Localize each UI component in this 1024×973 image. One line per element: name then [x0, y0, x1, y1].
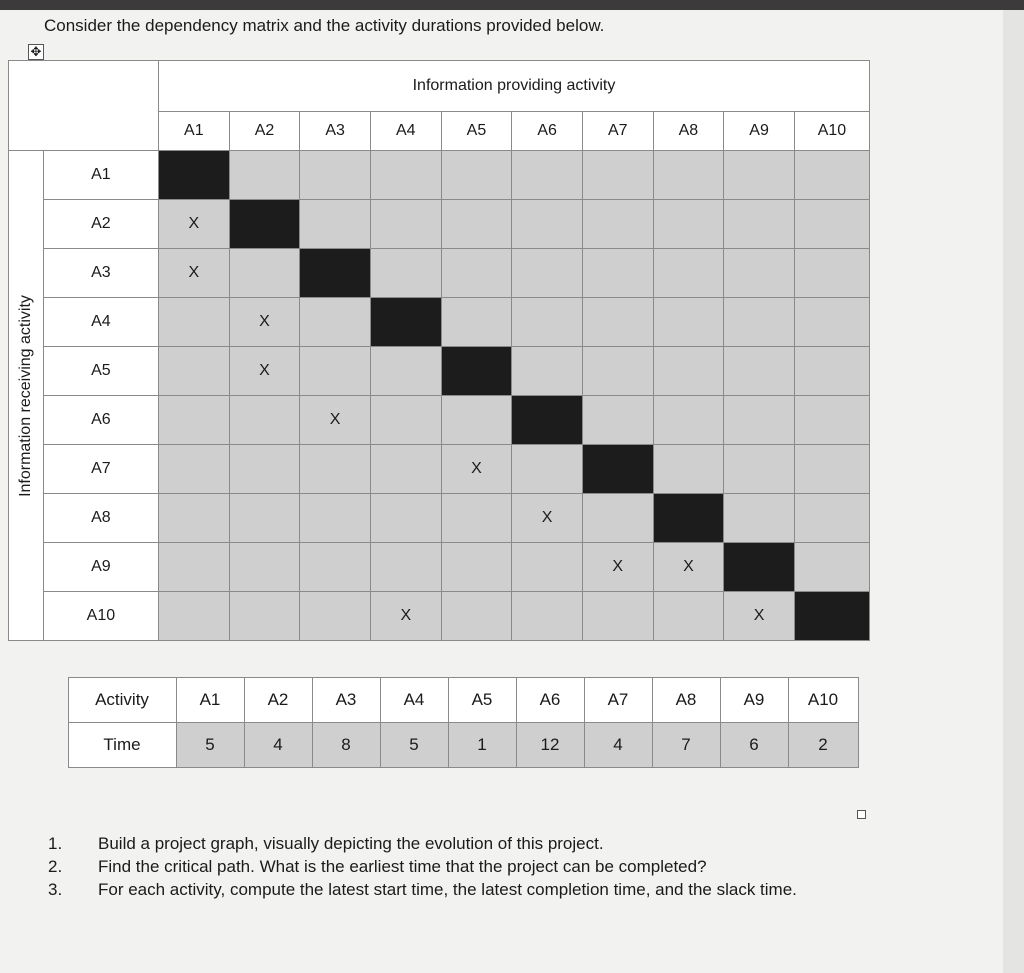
diagonal-cell: [441, 347, 512, 396]
matrix-cell: [229, 151, 300, 200]
matrix-cell: [512, 200, 583, 249]
row-header: A1: [43, 151, 158, 200]
question-item: [36, 878, 976, 901]
intro-text: Consider the dependency matrix and the activity durations provided below.: [44, 16, 605, 35]
matrix-cell: [724, 494, 795, 543]
matrix-cell: [582, 298, 653, 347]
matrix-cell: [300, 151, 371, 200]
activity-durations-table: [0, 677, 859, 768]
activity-cell: A4: [380, 678, 448, 723]
matrix-cell: [794, 445, 869, 494]
matrix-cell: [159, 592, 230, 641]
matrix-cell: [300, 347, 371, 396]
column-header: A8: [653, 112, 724, 151]
receiving-activity-label: [9, 151, 44, 641]
matrix-cell: [441, 151, 512, 200]
matrix-cell: [512, 298, 583, 347]
matrix-cell: [370, 445, 441, 494]
matrix-row: [9, 592, 870, 641]
matrix-cell: [229, 494, 300, 543]
matrix-cell: [441, 494, 512, 543]
dependency-mark: X: [653, 543, 724, 592]
matrix-cell: [512, 249, 583, 298]
matrix-cell: [370, 151, 441, 200]
matrix-cell: [512, 445, 583, 494]
matrix-cell: [724, 200, 795, 249]
matrix-cell: [653, 396, 724, 445]
matrix-cell: [653, 151, 724, 200]
matrix-cell: [159, 298, 230, 347]
diagonal-cell: [794, 592, 869, 641]
matrix-cell: [300, 445, 371, 494]
matrix-cell: [159, 396, 230, 445]
matrix-cell: [582, 494, 653, 543]
matrix-cell: [229, 396, 300, 445]
matrix-cell: [582, 347, 653, 396]
matrix-cell: [582, 200, 653, 249]
matrix-cell: [512, 592, 583, 641]
column-header: A1: [159, 112, 230, 151]
diagonal-cell: [229, 200, 300, 249]
matrix-cell: [300, 298, 371, 347]
column-header: A2: [229, 112, 300, 151]
activity-cell: A9: [720, 678, 788, 723]
matrix-cell: [300, 543, 371, 592]
row-header: A8: [43, 494, 158, 543]
activity-label: Activity: [68, 678, 176, 723]
dependency-mark: X: [724, 592, 795, 641]
matrix-cell: [724, 249, 795, 298]
matrix-row: [9, 396, 870, 445]
table-resize-handle[interactable]: [857, 810, 866, 819]
matrix-cell: [441, 200, 512, 249]
diagonal-cell: [370, 298, 441, 347]
diagonal-cell: [724, 543, 795, 592]
matrix-row: [9, 445, 870, 494]
activity-cell: A10: [788, 678, 858, 723]
column-header: A4: [370, 112, 441, 151]
matrix-cell: [370, 347, 441, 396]
matrix-cell: [441, 543, 512, 592]
matrix-cell: [512, 543, 583, 592]
matrix-cell: [794, 298, 869, 347]
matrix-row: [9, 494, 870, 543]
column-header: A5: [441, 112, 512, 151]
matrix-cell: [229, 592, 300, 641]
matrix-cell: [794, 249, 869, 298]
matrix-row: [9, 347, 870, 396]
row-header: A7: [43, 445, 158, 494]
time-label: Time: [68, 723, 176, 768]
matrix-cell: [229, 249, 300, 298]
matrix-cell: [653, 200, 724, 249]
matrix-corner: [9, 61, 159, 151]
activity-cell: A6: [516, 678, 584, 723]
column-header: A7: [582, 112, 653, 151]
activity-cell: A8: [652, 678, 720, 723]
matrix-cell: [582, 151, 653, 200]
matrix-cell: [653, 592, 724, 641]
duration-cell: 12: [516, 723, 584, 768]
matrix-cell: [794, 200, 869, 249]
matrix-cell: [159, 543, 230, 592]
matrix-cell: [794, 151, 869, 200]
dependency-mark: X: [159, 249, 230, 298]
dependency-matrix: [8, 60, 870, 641]
dependency-mark: X: [370, 592, 441, 641]
duration-cell: 8: [312, 723, 380, 768]
matrix-cell: [582, 592, 653, 641]
matrix-cell: [724, 151, 795, 200]
dependency-mark: X: [300, 396, 371, 445]
diagonal-cell: [653, 494, 724, 543]
duration-cell: 7: [652, 723, 720, 768]
duration-cell: 6: [720, 723, 788, 768]
matrix-cell: [441, 396, 512, 445]
matrix-cell: [794, 347, 869, 396]
matrix-cell: [370, 543, 441, 592]
duration-cell: 4: [584, 723, 652, 768]
matrix-cell: [300, 592, 371, 641]
matrix-cell: [370, 249, 441, 298]
question-item: [36, 855, 976, 878]
dependency-mark: X: [229, 298, 300, 347]
question-item: [36, 832, 976, 855]
matrix-cell: [229, 543, 300, 592]
row-header: A2: [43, 200, 158, 249]
row-header: A9: [43, 543, 158, 592]
duration-cell: 5: [380, 723, 448, 768]
question-number: 2.: [48, 857, 63, 876]
row-header: A6: [43, 396, 158, 445]
providing-activity-label: Information providing activity: [159, 61, 870, 112]
duration-cell: 4: [244, 723, 312, 768]
dependency-mark: X: [441, 445, 512, 494]
activity-cell: A5: [448, 678, 516, 723]
question-list: [36, 832, 976, 901]
right-margin: [1003, 10, 1024, 973]
column-header: A9: [724, 112, 795, 151]
matrix-row: [9, 151, 870, 200]
dependency-mark: X: [582, 543, 653, 592]
matrix-cell: [441, 592, 512, 641]
matrix-cell: [512, 151, 583, 200]
matrix-cell: [300, 494, 371, 543]
top-bar: [0, 0, 1024, 10]
question-number: 3.: [48, 880, 63, 899]
matrix-cell: [159, 494, 230, 543]
matrix-cell: [653, 445, 724, 494]
column-header: A10: [794, 112, 869, 151]
duration-cell: 1: [448, 723, 516, 768]
matrix-cell: [159, 347, 230, 396]
matrix-cell: [794, 543, 869, 592]
matrix-cell: [370, 494, 441, 543]
matrix-cell: [370, 200, 441, 249]
activity-cell: A7: [584, 678, 652, 723]
matrix-cell: [794, 396, 869, 445]
matrix-row: [9, 200, 870, 249]
matrix-cell: [724, 298, 795, 347]
question-text: For each activity, compute the latest start time, the latest completion time, and the slack time.: [98, 880, 797, 899]
diagonal-cell: [159, 151, 230, 200]
diagonal-cell: [300, 249, 371, 298]
activity-cell: A1: [176, 678, 244, 723]
matrix-cell: [582, 249, 653, 298]
matrix-row: [9, 298, 870, 347]
row-header: A10: [43, 592, 158, 641]
diagonal-cell: [582, 445, 653, 494]
matrix-cell: [512, 347, 583, 396]
matrix-row: [9, 249, 870, 298]
row-header: A4: [43, 298, 158, 347]
activity-cell: A2: [244, 678, 312, 723]
duration-cell: 5: [176, 723, 244, 768]
matrix-cell: [794, 494, 869, 543]
matrix-cell: [441, 249, 512, 298]
matrix-cell: [653, 249, 724, 298]
matrix-row: [9, 543, 870, 592]
dependency-mark: X: [159, 200, 230, 249]
column-header: A6: [512, 112, 583, 151]
matrix-cell: [724, 347, 795, 396]
dependency-mark: X: [229, 347, 300, 396]
matrix-cell: [724, 445, 795, 494]
matrix-cell: [582, 396, 653, 445]
matrix-cell: [370, 396, 441, 445]
column-header: A3: [300, 112, 371, 151]
row-header: A3: [43, 249, 158, 298]
question-text: Find the critical path. What is the earliest time that the project can be completed?: [98, 857, 707, 876]
question-text: Build a project graph, visually depicting the evolution of this project.: [98, 834, 604, 853]
matrix-cell: [159, 445, 230, 494]
matrix-cell: [441, 298, 512, 347]
receiving-activity-text: Information receiving activity: [16, 294, 34, 497]
activity-cell: A3: [312, 678, 380, 723]
matrix-cell: [724, 396, 795, 445]
row-header: A5: [43, 347, 158, 396]
matrix-cell: [229, 445, 300, 494]
dependency-mark: X: [512, 494, 583, 543]
matrix-cell: [653, 347, 724, 396]
matrix-cell: [300, 200, 371, 249]
question-number: 1.: [48, 834, 63, 853]
diagonal-cell: [512, 396, 583, 445]
matrix-cell: [653, 298, 724, 347]
duration-cell: 2: [788, 723, 858, 768]
table-move-handle-icon[interactable]: ✥: [28, 44, 44, 60]
